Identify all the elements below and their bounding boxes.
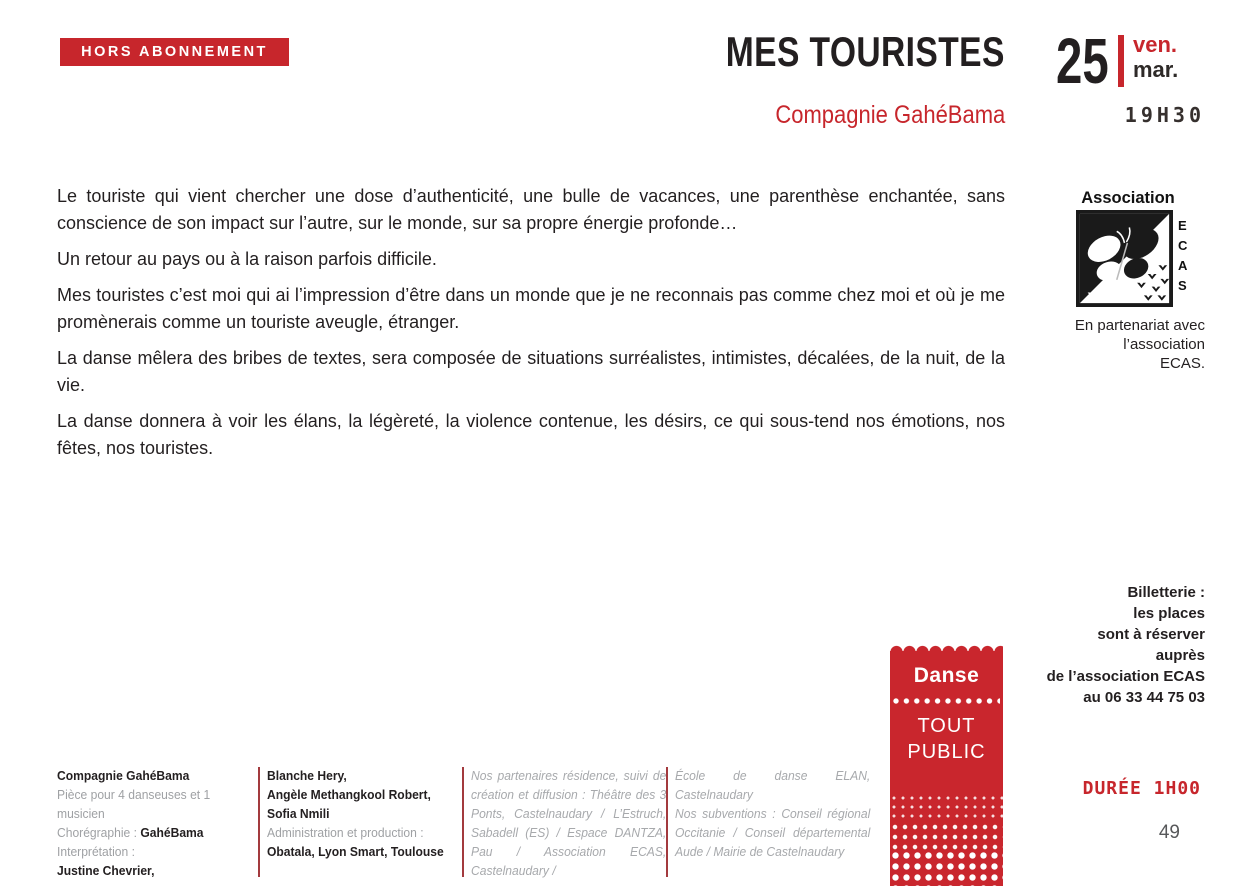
ticket-stub <box>890 651 1003 886</box>
ticket-category: Danse <box>913 664 980 687</box>
subventions-text: Nos subventions : Conseil régional Occitanie / Conseil départemental Aude / Mairie de Castelnaudary <box>675 806 871 859</box>
partnership-note <box>1075 316 1205 373</box>
subscription-badge: HORS ABONNEMENT <box>60 38 289 66</box>
admin-value: Obatala, Lyon Smart, Toulouse <box>267 844 444 859</box>
interpretation-label: Interprétation : <box>57 844 135 859</box>
piece-description: Pièce pour 4 danseuses et 1 musicien <box>57 787 211 821</box>
ticketing-line: Billetterie : <box>1127 584 1205 601</box>
paragraph: Le touriste qui vient chercher une dose d’authenticité, une bulle de vacances, une parenthèse enchantée, sans conscience de son impact sur l’autre, sur le monde, sur sa propre énergie profonde… <box>57 186 1005 233</box>
association-label: Association <box>1081 189 1175 207</box>
date-day: 25 <box>1056 25 1109 97</box>
credits-divider <box>462 767 464 877</box>
butterfly-logo-icon <box>1076 210 1173 307</box>
school-text: École de danse ELAN, Castelnaudary <box>675 768 871 802</box>
acronym-letter: C <box>1178 238 1188 253</box>
association-logo-block <box>1076 189 1206 307</box>
choreography-label: Chorégraphie : <box>57 825 141 840</box>
ticketing-line: de l’association ECAS <box>1046 668 1205 685</box>
credits-column-company <box>57 766 252 880</box>
performer-name: Sofia Nmili <box>267 806 330 821</box>
partnership-line: l’association <box>1123 336 1205 353</box>
paragraph: La danse mêlera des bribes de textes, sera composée de situations surréalistes, intimistes, décalées, de la nuit, de la vie. <box>57 348 1005 395</box>
paragraph: Un retour au pays ou à la raison parfois difficile. <box>57 249 437 269</box>
ticketing-line: sont à réserver <box>1097 626 1205 643</box>
company-subtitle: Compagnie GahéBama <box>775 101 1005 129</box>
performer-name: Angèle Methangkool Robert, <box>267 787 431 802</box>
acronym-letter: E <box>1178 218 1187 233</box>
ticketing-phone: au 06 33 44 75 03 <box>1083 689 1205 706</box>
paragraph: La danse donnera à voir les élans, la légèreté, la violence contenue, les désirs, ce qui sous-tend nos émotions, nos fêtes, nos touristes. <box>57 411 1005 458</box>
halftone-pattern <box>890 794 1003 886</box>
ticket-perforation <box>893 698 1000 704</box>
choreography-value: GahéBama <box>140 825 204 840</box>
credits-divider <box>258 767 260 877</box>
page-title: MES TOURISTES <box>725 28 1005 75</box>
partnership-line: En partenariat avec <box>1074 317 1205 334</box>
company-name: Compagnie GahéBama <box>57 768 190 783</box>
ticketing-info <box>1047 582 1205 708</box>
credits-divider <box>666 767 668 877</box>
description-text <box>57 183 1005 471</box>
acronym-letter: A <box>1178 258 1188 273</box>
weekday-line-1: ven. <box>1133 32 1178 57</box>
association-acronym <box>1178 216 1187 307</box>
acronym-letter: S <box>1178 278 1187 293</box>
credits-column-performers <box>267 766 462 861</box>
ticketing-line: auprès <box>1155 647 1205 664</box>
credits-column-subventions <box>675 766 870 861</box>
duration-label: DURÉE 1H00 <box>1082 778 1201 799</box>
performer-name: Justine Chevrier, <box>57 863 155 878</box>
audience-line: TOUT <box>917 715 976 737</box>
show-time: 19H30 <box>1124 103 1205 127</box>
weekday-line-2: mar. <box>1133 57 1179 82</box>
paragraph: Mes touristes c’est moi qui ai l’impression d’être dans un monde que je ne reconnais pas comme chez moi et où je me promènerais comme un touriste aveugle, étranger. <box>57 285 1005 332</box>
ticketing-line: les places <box>1133 605 1205 622</box>
audience-line: PUBLIC <box>907 741 986 763</box>
page-number: 49 <box>1158 822 1180 843</box>
date-divider-bar <box>1118 35 1124 87</box>
admin-label: Administration et production : <box>267 825 424 840</box>
choreography-line <box>57 823 252 842</box>
date-weekdays <box>1133 32 1178 82</box>
performer-name: Blanche Hery, <box>267 768 347 783</box>
partners-text: Nos partenaires résidence, suivi de création et diffusion : Théâtre des 3 Ponts, Castelnaudary / L’Estruch, Sabadell (ES) / Espace DANTZA, Pau / Association ECAS, Castelnaudary / <box>471 768 667 878</box>
credits-column-partners <box>471 766 666 880</box>
partnership-line: ECAS. <box>1159 355 1205 372</box>
date-block <box>1056 25 1179 97</box>
